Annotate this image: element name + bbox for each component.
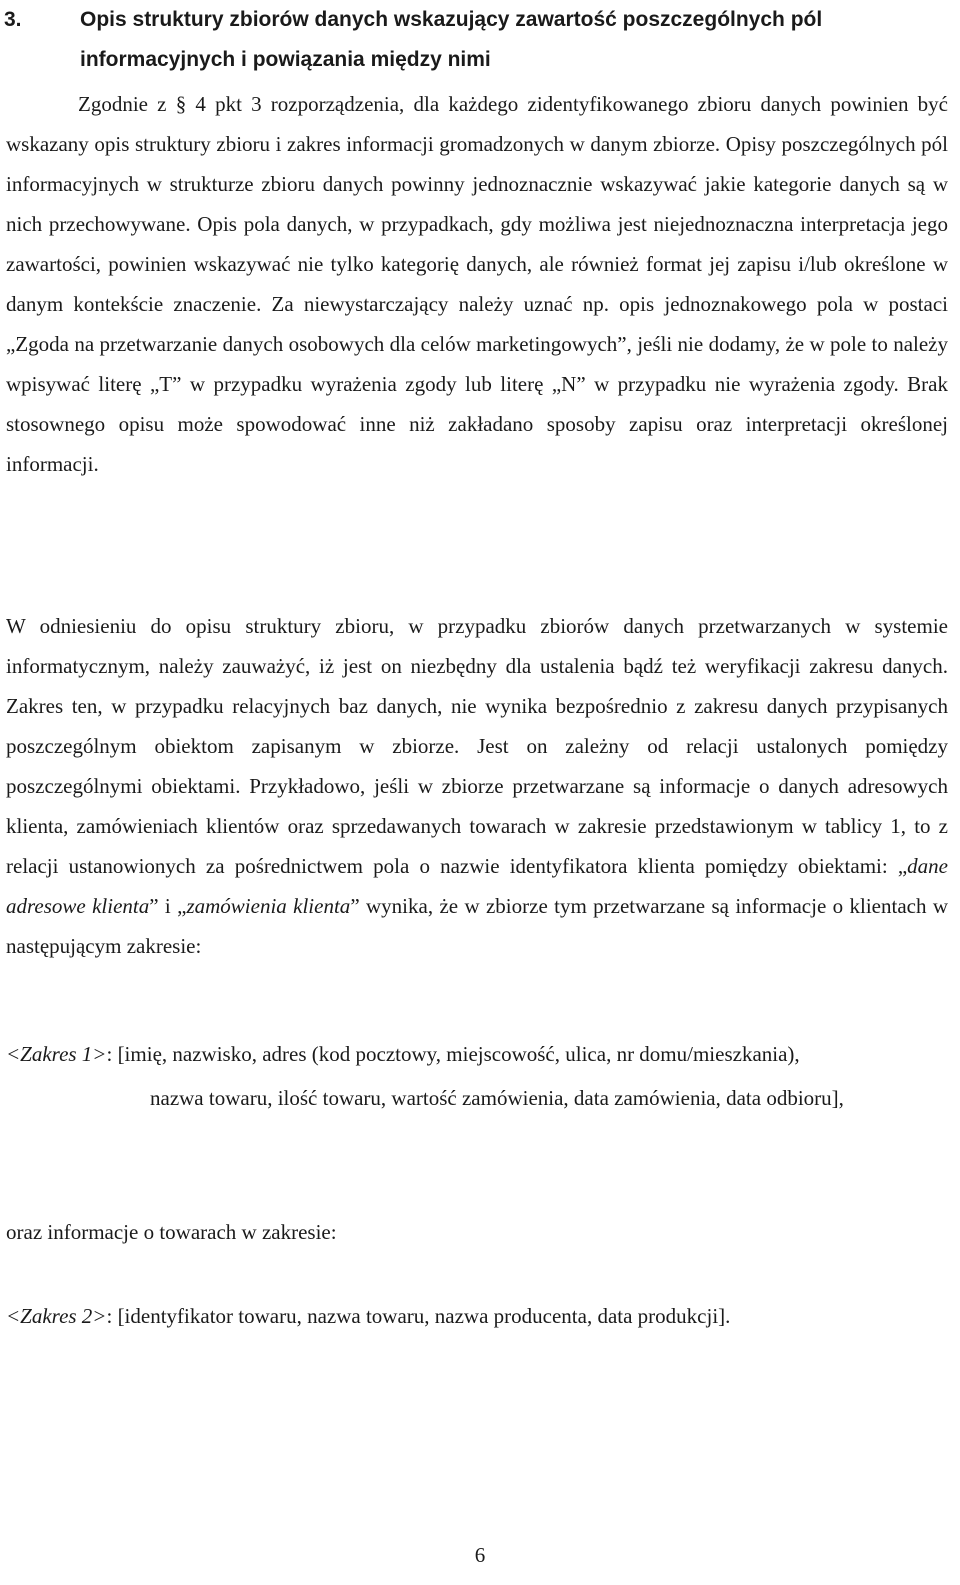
object-name-addresses: dane adresowe klienta <box>6 854 948 918</box>
section-title: Opis struktury zbiorów danych wskazujący zawartość poszczególnych pól informacyjnych i powiązania między nimi <box>80 8 823 71</box>
page-number: 6 <box>474 1543 486 1567</box>
paragraph-text: ” wynika, że w zbiorze tym przetwarzane są informacje o klientach w następującym zakresie: <box>6 894 949 958</box>
paragraph-field-descriptions: Zgodnie z § 4 pkt 3 rozporządzenia, dla każdego zidentyfikowanego zbioru danych powinien być wskazany opis struktury zbioru i zakres informacji gromadzonych w danym zbiorze. Opisy poszczególnych pól informacyjnych w strukturze zbioru danych powinny jednoznacznie wskazywać jakie kategorie danych są w nich przechowywane. Opis pola danych, w przypadkach, gdy możliwa jest niejednoznaczna interpretacja jego zawartości, powinien wskazywać nie tylko kategorię danych, ale również format jej zapisu i/lub określone w danym kontekście znaczenie. Za niewystarczający należy uznać np. opis jednoznakowego pola w postaci „Zgoda na przetwarzanie danych osobowych dla celów marketingowych”, jeśli nie dodamy, że w pole to należy wpisywać literę „T” w przypadku wyrażenia zgody lub literę „N” w przypadku nie wyrażenia zgody. Brak stosownego opisu może spowodować inne niż zakładano sposoby zapisu oraz interpretacji określonej informacji. <box>6 92 948 476</box>
zakres-2-intro: oraz informacje o towarach w zakresie: <box>6 1220 337 1244</box>
section-heading <box>4 0 954 80</box>
section-number: 3. <box>4 8 22 31</box>
paragraph-structure-relations <box>6 606 948 966</box>
paragraph-text: W odniesieniu do opisu struktury zbioru, w przypadku zbiorów danych przetwarzanych w systemie informatycznym, należy zauważyć, iż jest on niezbędny dla ustalenia bądź też weryfikacji zakresu danych. Zakres ten, w przypadku relacyjnych baz danych, nie wynika bezpośrednio z zakresu danych przypisanych poszczególnym obiektom zapisanym w zbiorze. Jest on zależny od relacji ustalonych pomiędzy poszczególnymi obiektami. Przykładowo, jeśli w zbiorze przetwarzane są informacje o danych adresowych klienta, zamówieniach klientów oraz sprzedawanych towarach w zakresie przedstawionym w tablicy 1, to z relacji ustanowionych za pośrednictwem pola o nazwie identyfikatora klienta pomiędzy obiektami: „ <box>6 614 948 878</box>
zakres-1-continuation: nazwa towaru, ilość towaru, wartość zamówienia, data zamówienia, data odbioru], <box>150 1086 844 1110</box>
zakres-2-block <box>6 1294 948 1338</box>
zakres-1-tag: <Zakres 1> <box>6 1042 107 1066</box>
paragraph-text: ” i „ <box>149 894 187 918</box>
zakres-1-first-line: : [imię, nazwisko, adres (kod pocztowy, miejscowość, ulica, nr domu/mieszkania), <box>106 1042 800 1066</box>
object-name-orders: zamówienia klienta <box>186 894 351 918</box>
zakres-2-text: : [identyfikator towaru, nazwa towaru, nazwa producenta, data produkcji]. <box>106 1304 731 1328</box>
zakres-2-tag: <Zakres 2> <box>6 1304 107 1328</box>
zakres-1-block <box>6 1032 948 1120</box>
